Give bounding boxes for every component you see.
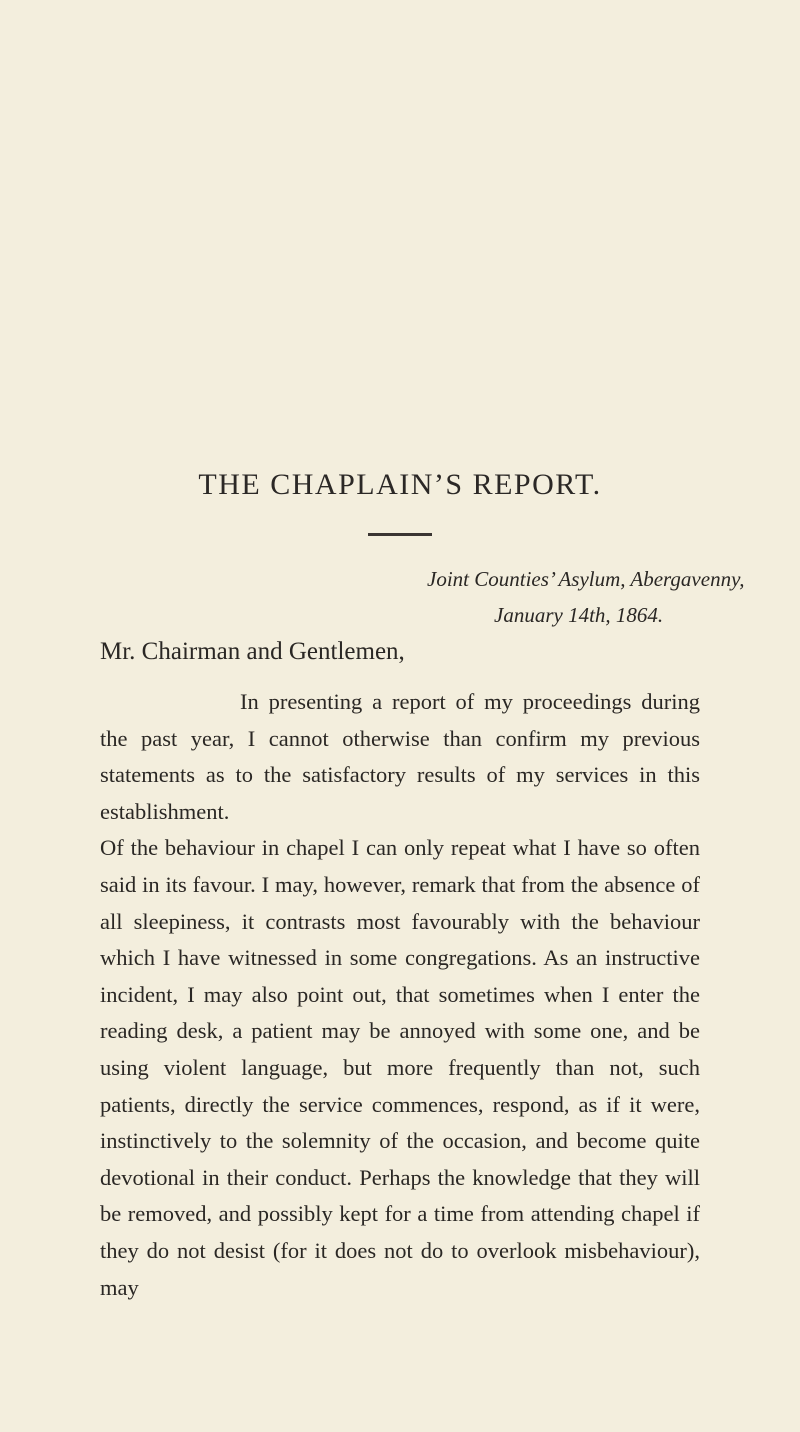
report-body bbox=[100, 684, 700, 1306]
date-line-text: January 14th, 1864. bbox=[494, 603, 664, 627]
place-line-text: Joint Counties’ Asylum, Abergavenny, bbox=[427, 567, 745, 591]
page-title: THE CHAPLAIN’S REPORT. bbox=[198, 468, 602, 501]
paragraph: In presenting a report of my proceedings during the past year, I cannot otherwise than confirm my previous statements as to the satisfactory results of my services in this establishment. bbox=[100, 689, 700, 824]
salutation: Mr. Chairman and Gentlemen, bbox=[100, 638, 405, 665]
title-rule bbox=[368, 533, 432, 536]
paragraph: Of the behaviour in chapel I can only repeat what I have so often said in its favour. I may, however, remark that from the absence of all sleepiness, it contrasts most favourably with the behaviour which I have witnessed in some congregations. As an instructive incident, I may also point out, that sometimes when I enter the reading desk, a patient may be annoyed with some one, and be using violent language, but more frequently than not, such patients, directly the service commences, respond, as if it were, instinctively to the solemnity of the occasion, and become quite devotional in their conduct. Perhaps the knowledge that they will be removed, and possibly kept for a time from attending chapel if they do not desist (for it does not do to overlook misbehaviour), may bbox=[100, 835, 700, 1300]
